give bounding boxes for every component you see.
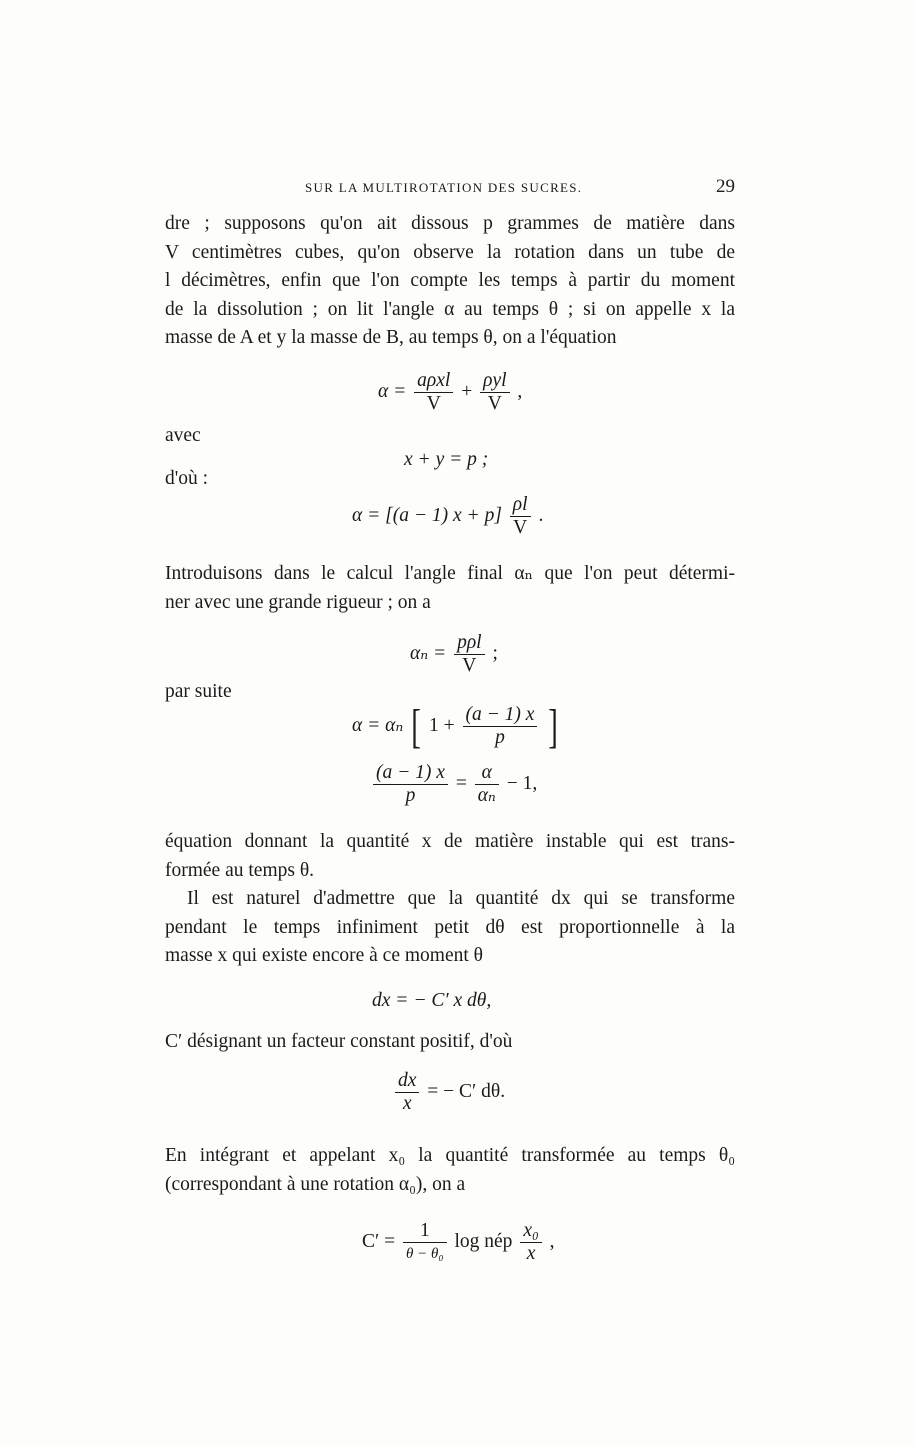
- label-avec: avec: [165, 425, 201, 446]
- paragraph-2: [165, 560, 735, 617]
- equation-5: [352, 699, 561, 753]
- eq5-lhs: α = αₙ: [352, 714, 404, 736]
- eq4-tail: ;: [492, 642, 498, 664]
- paragraph-5: [165, 1028, 735, 1057]
- eq4-den: V: [462, 655, 477, 676]
- equation-3: [352, 494, 543, 539]
- paragraph-3: [165, 828, 735, 885]
- eq6-f2-num: α: [475, 762, 499, 785]
- eq3-fraction: [510, 494, 531, 539]
- text-line: équation donnant la quantité x de matière instable qui est trans-: [165, 831, 735, 852]
- eq3-num: ρl: [510, 494, 531, 517]
- page-header: [165, 178, 735, 202]
- text-line: Introduisons dans le calcul l'angle final αₙ que l'on peut détermi-: [165, 563, 735, 584]
- eq1-plus: +: [461, 380, 473, 402]
- text-line: C′ désignant un facteur constant positif, d'où: [165, 1031, 513, 1052]
- paragraph-1: [165, 210, 735, 353]
- equation-6: [370, 762, 537, 807]
- eq6-f1-den: p: [405, 785, 416, 806]
- eq5-one: 1 +: [429, 714, 455, 736]
- eq8-fraction: [395, 1070, 419, 1115]
- eq9-mid: log nép: [454, 1230, 513, 1252]
- eq4-fraction: [454, 632, 485, 677]
- page-number: 29: [716, 176, 735, 197]
- eq9-f1-den: θ − θ₀: [406, 1246, 444, 1262]
- eq9-fraction-1: [403, 1220, 447, 1265]
- label-dou: d'où :: [165, 468, 209, 489]
- eq1-f1-num: aρxl: [414, 370, 453, 393]
- equation-7: dx = − C′ x dθ,: [372, 990, 492, 1011]
- text-line: (correspondant à une rotation α₀), on a: [165, 1173, 466, 1195]
- eq3-den: V: [513, 517, 528, 538]
- text-line: l décimètres, enfin que l'on compte les temps à partir du moment: [165, 270, 735, 291]
- eq4-num: pρl: [454, 632, 485, 655]
- eq9-f2-den: x: [526, 1243, 536, 1264]
- eq6-f2-den: αₙ: [477, 785, 496, 806]
- equation-8: [392, 1070, 505, 1115]
- equation-2: x + y = p ;: [404, 449, 489, 470]
- left-bracket: [: [411, 699, 421, 753]
- paragraph-6: [165, 1142, 735, 1199]
- equation-9: [362, 1220, 555, 1265]
- eq1-lhs: α =: [378, 380, 407, 402]
- eq5-num: (a − 1) x: [463, 704, 538, 727]
- eq9-lhs: C′ =: [362, 1230, 396, 1252]
- right-bracket: ]: [548, 699, 559, 753]
- eq3-tail: .: [538, 504, 544, 526]
- eq6-f1-num: (a − 1) x: [373, 762, 448, 785]
- eq9-tail: ,: [549, 1230, 555, 1252]
- text-line: ner avec une grande rigueur ; on a: [165, 591, 431, 613]
- text-line: formée au temps θ.: [165, 859, 315, 881]
- eq1-f1-den: V: [426, 393, 441, 414]
- text-line: En intégrant et appelant x₀ la quantité transformée au temps θ₀: [165, 1145, 735, 1166]
- paragraph-4: [165, 885, 735, 971]
- eq1-f2-den: V: [487, 393, 502, 414]
- eq1-tail: ,: [517, 380, 523, 402]
- eq6-tail: − 1,: [506, 772, 538, 794]
- text-line: dre ; supposons qu'on ait dissous p grammes de matière dans: [165, 213, 735, 234]
- equation-1: [378, 370, 522, 415]
- equation-4: [410, 632, 498, 677]
- eq6-fraction-2: [475, 762, 499, 807]
- eq8-den: x: [402, 1093, 412, 1114]
- text-line: de la dissolution ; on lit l'angle α au temps θ ; si on appelle x la: [165, 298, 735, 320]
- eq5-den: p: [495, 727, 505, 748]
- eq9-f2-num: x₀: [520, 1220, 541, 1243]
- text-line: masse de A et y la masse de B, au temps θ, on a l'équation: [165, 327, 617, 348]
- label-par-suite: par suite: [165, 681, 232, 702]
- text-line: masse x qui existe encore à ce moment θ: [165, 945, 483, 966]
- text-line: V centimètres cubes, qu'on observe la rotation dans un tube de: [165, 241, 735, 263]
- eq8-tail: = − C′ dθ.: [427, 1080, 506, 1102]
- eq5-fraction: [463, 704, 538, 749]
- eq4-lhs: αₙ =: [410, 642, 447, 664]
- eq6-fraction-1: [373, 762, 448, 807]
- eq1-f2-num: ρyl: [480, 370, 509, 393]
- eq6-equals: =: [455, 772, 467, 794]
- eq1-fraction-1: [414, 370, 453, 415]
- eq9-fraction-2: [520, 1220, 541, 1265]
- eq3-lhs: α = [(a − 1) x + p]: [352, 504, 502, 526]
- eq1-fraction-2: [480, 370, 509, 415]
- text-line: pendant le temps infiniment petit dθ est proportionnelle à la: [165, 916, 735, 938]
- eq9-f1-num: 1: [403, 1220, 447, 1243]
- text-line: Il est naturel d'admettre que la quantité dx qui se transforme: [187, 888, 735, 909]
- running-title: SUR LA MULTIROTATION DES SUCRES.: [305, 180, 583, 195]
- eq8-num: dx: [395, 1070, 419, 1093]
